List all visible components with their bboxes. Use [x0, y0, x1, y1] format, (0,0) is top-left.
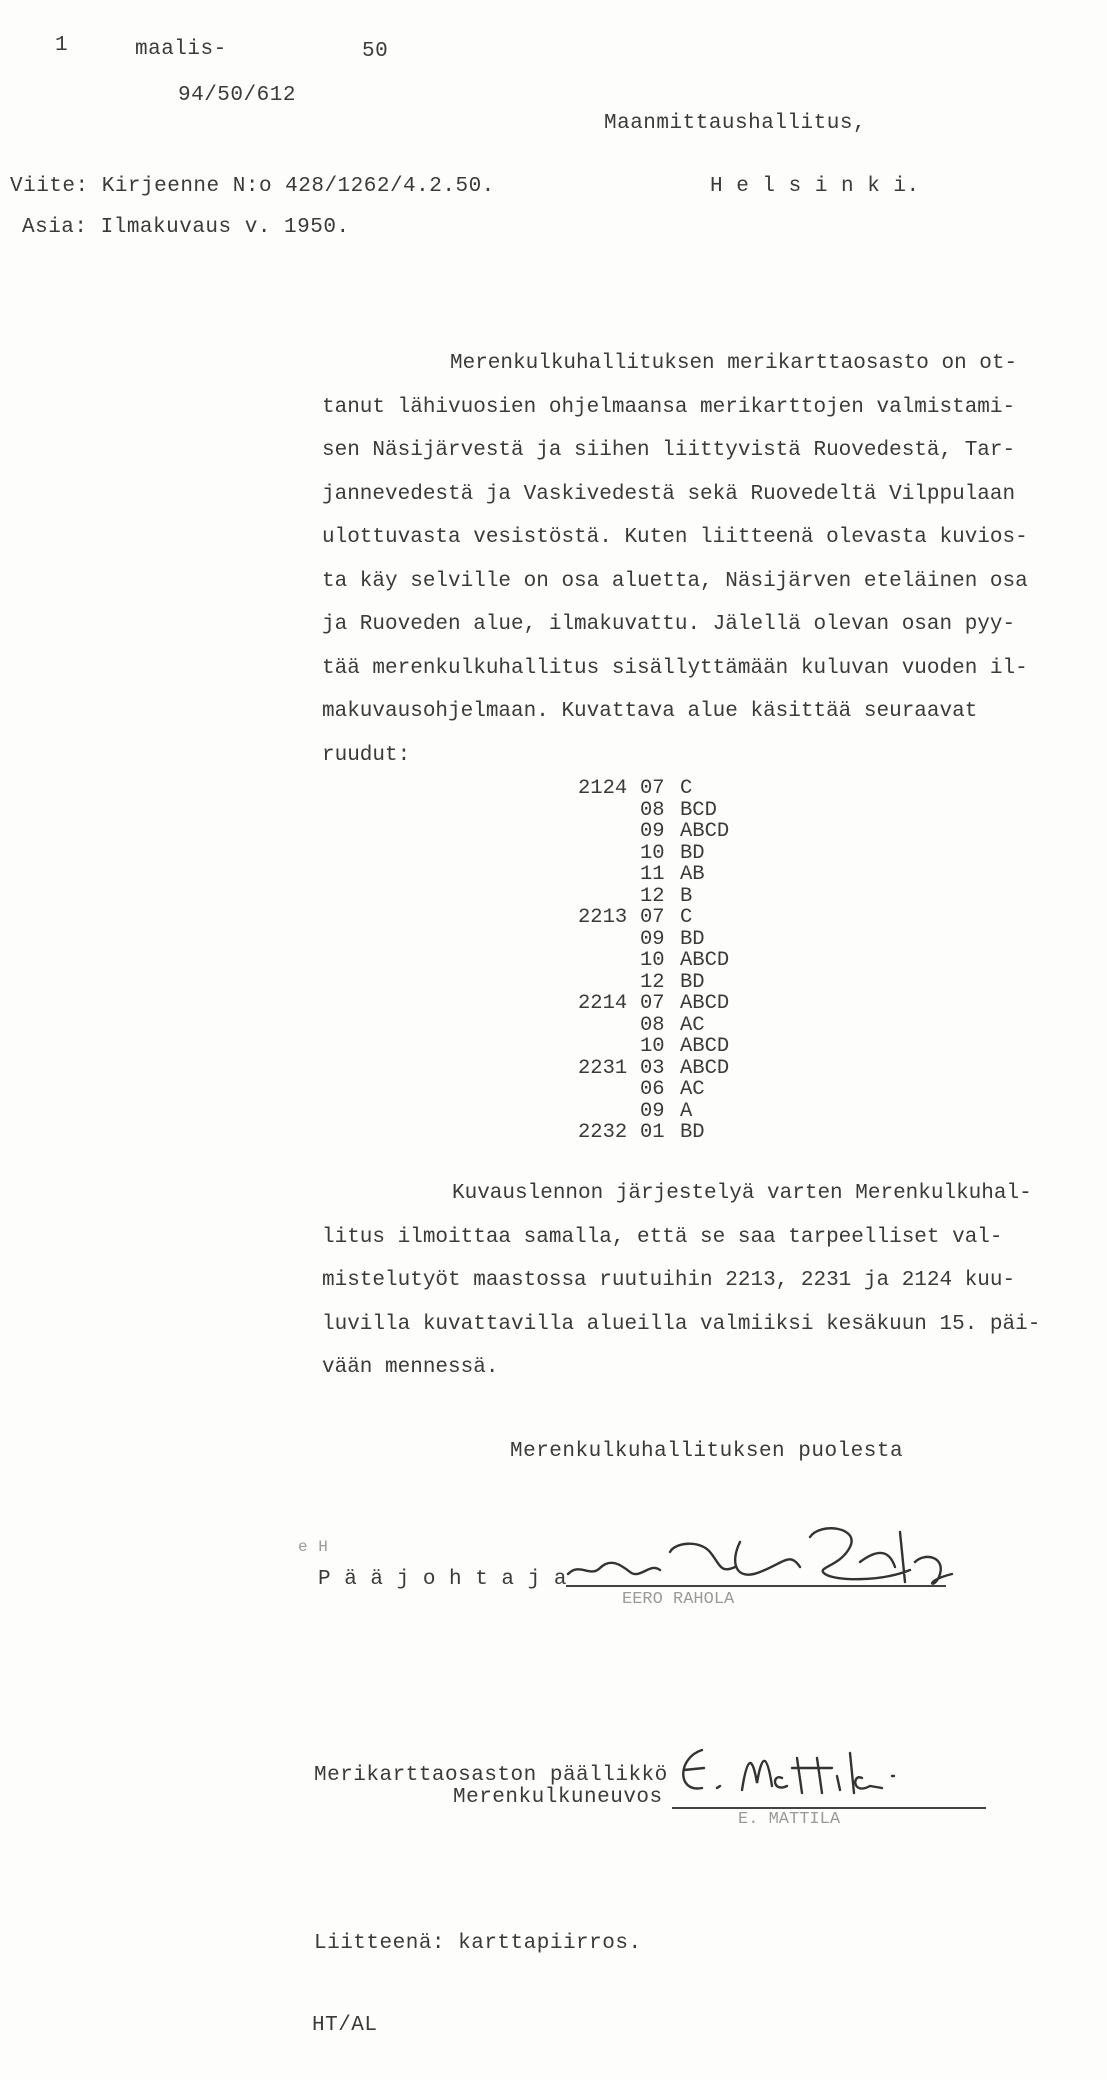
grid-row-number: 09: [640, 927, 665, 951]
grid-squares: AC: [680, 1013, 705, 1037]
reference-number: 94/50/612: [178, 84, 296, 107]
signature-title-2b: Merenkulkuneuvos: [453, 1786, 663, 1809]
grid-row-number: 09: [640, 820, 665, 843]
typist-initials: HT/AL: [312, 2014, 378, 2037]
grid-square-list: [578, 778, 760, 1144]
grid-square-row: [578, 1015, 760, 1037]
grid-squares: BD: [680, 1121, 705, 1144]
recipient: Maanmittaushallitus,: [604, 112, 867, 135]
grid-squares: BCD: [680, 798, 717, 822]
paragraph-line: luvilla kuvattavilla alueilla valmiiksi kesäkuun 15. päi-: [322, 1312, 1041, 1336]
grid-row-number: 06: [640, 1078, 665, 1101]
grid-squares: ABCD: [680, 1056, 730, 1080]
grid-row-number: 10: [640, 841, 665, 865]
signature-title-1: P ä ä j o h t a j a: [318, 1568, 567, 1591]
grid-squares: BD: [680, 970, 705, 994]
grid-squares: ABCD: [680, 820, 730, 843]
grid-square-row: [578, 886, 760, 908]
grid-row-number: 12: [640, 970, 665, 994]
paragraph-line: ta käy selville on osa aluetta, Näsijärven eteläinen osa: [322, 569, 1028, 593]
grid-sheet-number: [578, 1079, 640, 1101]
grid-sheet-number: [578, 950, 640, 972]
paragraph-line: ulottuvasta vesistöstä. Kuten liitteenä olevasta kuvios-: [322, 526, 1028, 549]
grid-square-row: [578, 950, 760, 972]
date-year: 50: [362, 40, 389, 63]
paragraph-line: makuvausohjelmaan. Kuvattava alue käsittää seuraavat: [322, 700, 978, 723]
grid-row-number: 07: [640, 777, 665, 800]
paragraph-line: mistelutyöt maastossa ruutuihin 2213, 2231 ja 2124 kuu-: [322, 1269, 1016, 1292]
recipient-city: H e l s i n k i.: [710, 175, 920, 198]
paragraph-line: litus ilmoittaa samalla, että se saa tarpeelliset val-: [322, 1225, 1003, 1249]
grid-row-number: 11: [640, 863, 665, 886]
grid-square-row: [578, 972, 760, 994]
grid-squares: BD: [680, 841, 705, 865]
grid-square-row: [578, 800, 760, 822]
grid-row-number: 08: [640, 1013, 665, 1037]
grid-square-row: [578, 993, 760, 1015]
signature-line-2: [672, 1807, 986, 1809]
paragraph-line: tää merenkulkuhallitus sisällyttämään kuluvan vuoden il-: [322, 656, 1028, 680]
grid-sheet-number: 2124: [578, 777, 628, 800]
grid-square-row: [578, 929, 760, 951]
grid-row-number: 03: [640, 1056, 665, 1080]
grid-row-number: 08: [640, 798, 665, 822]
attachment-note: Liitteenä: karttapiirros.: [314, 1932, 642, 1955]
grid-squares: ABCD: [680, 992, 730, 1015]
grid-sheet-number: 2214: [578, 992, 628, 1015]
grid-sheet-number: 2232: [578, 1121, 628, 1144]
grid-sheet-number: [578, 886, 640, 908]
grid-squares: AC: [680, 1078, 705, 1101]
grid-sheet-number: 2231: [578, 1056, 628, 1080]
grid-squares: B: [680, 884, 693, 908]
grid-sheet-number: [578, 821, 640, 843]
grid-square-row: [578, 821, 760, 843]
paragraph-2: [322, 1172, 1057, 1390]
grid-row-number: 07: [640, 992, 665, 1015]
grid-sheet-number: [578, 800, 640, 822]
grid-sheet-number: [578, 843, 640, 865]
grid-square-row: [578, 1101, 760, 1123]
grid-sheet-number: [578, 1101, 640, 1123]
grid-square-row: [578, 907, 760, 929]
paragraph-line: ruudut:: [322, 743, 411, 767]
signature-line-1: [566, 1585, 946, 1587]
grid-row-number: 10: [640, 949, 665, 972]
margin-mark: e H: [298, 1538, 329, 1556]
signature-title-2a: Merikarttaosaston päällikkö: [314, 1764, 668, 1787]
grid-sheet-number: [578, 1036, 640, 1058]
grid-sheet-number: [578, 864, 640, 886]
paragraph-line: vään mennessä.: [322, 1356, 499, 1379]
typed-name-2: E. MATTILA: [738, 1810, 841, 1829]
grid-squares: ABCD: [680, 1035, 730, 1058]
grid-sheet-number: 2213: [578, 906, 628, 929]
grid-sheet-number: [578, 1015, 640, 1037]
handwritten-signature-1: [560, 1512, 960, 1592]
date-month: maalis-: [135, 38, 227, 61]
paragraph-1: [322, 342, 1057, 777]
grid-square-row: [578, 778, 760, 800]
paragraph-line: sen Näsijärvestä ja siihen liittyvistä Ruovedestä, Tar-: [322, 439, 1016, 462]
paragraph-line: jannevedestä ja Vaskivedestä sekä Ruovedeltä Vilppulaan: [322, 482, 1016, 506]
grid-square-row: [578, 1036, 760, 1058]
asia-line: Asia: Ilmakuvaus v. 1950.: [22, 216, 350, 239]
handwritten-signature-2: [672, 1738, 972, 1808]
grid-row-number: 09: [640, 1099, 665, 1123]
paragraph-line: ja Ruoveden alue, ilmakuvattu. Jälellä olevan osan pyy-: [322, 613, 1016, 636]
closing-line: Merenkulkuhallituksen puolesta: [510, 1440, 904, 1463]
grid-squares: A: [680, 1099, 693, 1123]
grid-squares: BD: [680, 927, 705, 951]
grid-sheet-number: [578, 929, 640, 951]
page-number: 1: [55, 34, 69, 57]
grid-row-number: 01: [640, 1121, 665, 1144]
paragraph-line: Kuvauslennon järjestelyä varten Merenkulkuhal-: [452, 1182, 1032, 1205]
viite-line: Viite: Kirjeenne N:o 428/1262/4.2.50.: [10, 175, 495, 198]
grid-row-number: 12: [640, 884, 665, 908]
grid-square-row: [578, 1122, 760, 1144]
grid-square-row: [578, 843, 760, 865]
grid-row-number: 07: [640, 906, 665, 929]
grid-square-row: [578, 1058, 760, 1080]
paragraph-line: tanut lähivuosien ohjelmaansa merikarttojen valmistami-: [322, 395, 1016, 419]
grid-squares: C: [680, 777, 693, 800]
grid-squares: C: [680, 906, 693, 929]
grid-squares: AB: [680, 863, 705, 886]
grid-squares: ABCD: [680, 949, 730, 972]
typed-name-1: EERO RAHOLA: [622, 1590, 735, 1609]
grid-square-row: [578, 864, 760, 886]
grid-row-number: 10: [640, 1035, 665, 1058]
grid-sheet-number: [578, 972, 640, 994]
grid-square-row: [578, 1079, 760, 1101]
paragraph-line: Merenkulkuhallituksen merikarttaosasto on ot-: [450, 352, 1018, 375]
